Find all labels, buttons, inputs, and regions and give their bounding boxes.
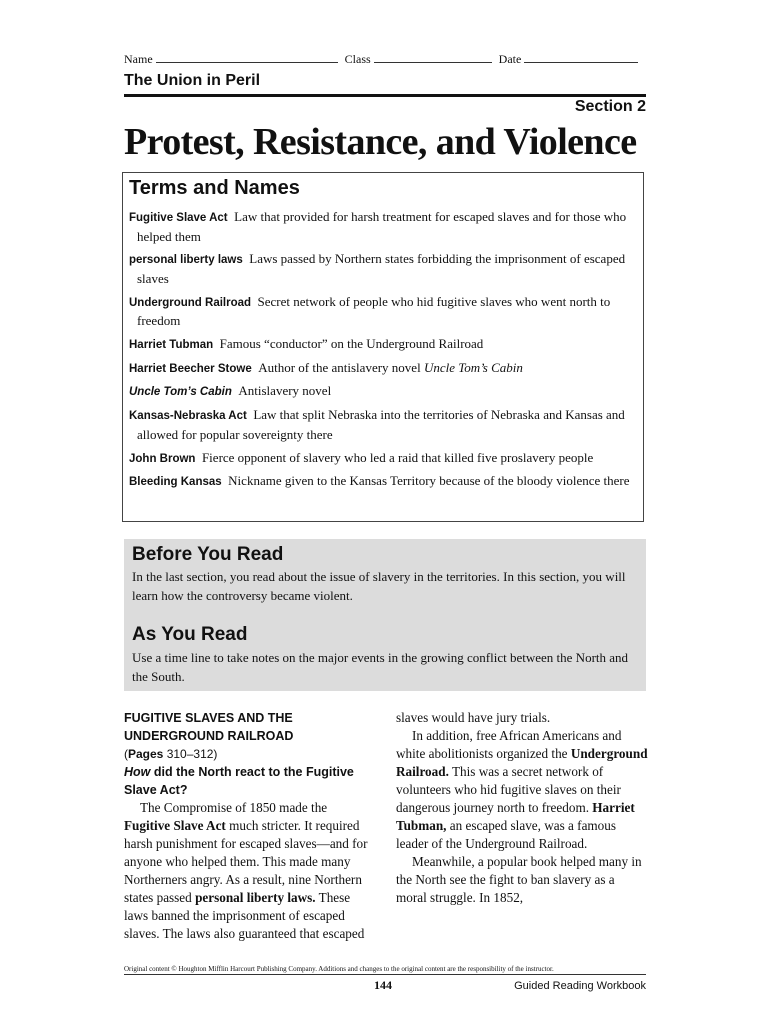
date-field[interactable] — [524, 52, 638, 63]
term-name: Harriet Beecher Stowe — [129, 362, 252, 375]
terms-list — [129, 208, 635, 496]
term-name: Uncle Tom’s Cabin — [129, 386, 232, 399]
term-item — [129, 382, 635, 402]
page-number: 144 — [374, 978, 392, 992]
reading-guide-box — [124, 539, 646, 691]
book-title: Uncle Tom’s Cabin — [423, 359, 523, 375]
page-title: Protest, Resistance, and Violence — [124, 121, 637, 163]
terms-heading: Terms and Names — [129, 177, 300, 199]
term-item — [129, 208, 635, 246]
paragraph-1-continued: slaves would have jury trials. — [396, 710, 551, 725]
term-definition: Antislavery novel — [238, 383, 332, 399]
key-term: Harriet Tubman, — [396, 800, 635, 833]
section-label: Section 2 — [574, 98, 646, 115]
article-heading: FUGITIVE SLAVES AND THE UNDERGROUND RAILROAD — [124, 711, 294, 743]
term-item — [129, 449, 635, 469]
term-name: Fugitive Slave Act — [129, 212, 228, 224]
before-you-read-heading: Before You Read — [132, 544, 284, 565]
pages-reference: (Pages 310–312) — [124, 747, 218, 761]
paragraph-1: The Compromise of 1850 made the Fugitive Slave Act much stricter. It required harsh punishment for escaped slaves—and for anyone who helped them. This made many Northerners angry. As a result, nine Northern states passed personal liberty laws. These laws banned the imprisonment of escaped slaves. The laws also guaranteed that escaped — [124, 800, 368, 941]
header-rule — [124, 94, 646, 97]
term-item — [129, 335, 635, 355]
term-item — [129, 293, 635, 331]
article-column-left — [124, 709, 376, 943]
pages-label: Pages — [128, 747, 164, 761]
term-definition: Law that provided for harsh treatment for escaped slaves and for those who helped them — [137, 209, 627, 244]
term-name: Kansas-Nebraska Act — [129, 410, 247, 423]
term-name: personal liberty laws — [129, 254, 243, 267]
as-you-read-heading: As You Read — [132, 624, 248, 645]
pages-range: 310–312 — [166, 747, 214, 761]
term-item — [129, 406, 635, 444]
term-definition: Author of the antislavery novel Uncle Tom’s Cabin — [258, 359, 523, 375]
term-name: Bleeding Kansas — [129, 476, 222, 489]
class-field[interactable] — [374, 52, 492, 63]
workbook-name: Guided Reading Workbook — [514, 980, 646, 992]
terms-and-names-box — [122, 172, 644, 522]
paragraph-2: In addition, free African Americans and white abolitionists organized the Underground Railroad. This was a secret network of volunteers who hid fugitive slaves on their dangerous journey north to freedom. Harriet Tubman, an escaped slave, was a famous leader of the Underground Railroad. — [396, 728, 648, 851]
as-you-read-text: Use a time line to take notes on the major events in the growing conflict between the North and the South. — [132, 650, 629, 684]
name-label: Name — [124, 52, 153, 66]
term-definition: Laws passed by Northern states forbidding the imprisonment of escaped slaves — [137, 251, 626, 286]
date-label: Date — [498, 52, 522, 66]
term-definition: Secret network of people who hid fugitive slaves who went north to freedom — [137, 293, 611, 329]
unit-title: The Union in Peril — [124, 72, 261, 89]
term-definition: Nickname given to the Kansas Territory because of the bloody violence there — [228, 473, 630, 489]
key-term: Underground Railroad. — [396, 746, 648, 779]
student-info-fields — [124, 52, 638, 67]
term-item — [129, 472, 635, 492]
focus-question: How did the North react to the Fugitive Slave Act? — [124, 765, 354, 797]
key-term: Fugitive Slave Act — [124, 818, 226, 833]
term-name: Harriet Tubman — [129, 338, 214, 351]
term-definition: Fierce opponent of slavery who led a raid that killed five proslavery people — [201, 449, 594, 465]
term-item — [129, 250, 635, 288]
footer-rule — [124, 974, 646, 975]
article-column-right — [396, 709, 648, 907]
term-name: John Brown — [129, 452, 196, 465]
before-you-read-text: In the last section, you read about the issue of slavery in the territories. In this section, you will learn how the controversy became violent. — [132, 569, 626, 603]
term-name: Underground Railroad — [129, 296, 252, 309]
name-field[interactable] — [156, 52, 338, 63]
term-item — [129, 359, 635, 379]
term-definition: Famous “conductor” on the Underground Railroad — [219, 335, 484, 351]
paragraph-3: Meanwhile, a popular book helped many in the North see the fight to ban slavery as a moral struggle. In 1852, — [396, 854, 642, 905]
class-label: Class — [344, 52, 371, 66]
copyright-notice: Original content © Houghton Mifflin Harcourt Publishing Company. Additions and changes to the original content are the responsibility of the instructor. — [124, 965, 554, 973]
term-definition: Law that split Nebraska into the territories of Nebraska and Kansas and allowed for popular sovereignty there — [137, 407, 625, 442]
key-term: personal liberty laws. — [195, 890, 316, 905]
